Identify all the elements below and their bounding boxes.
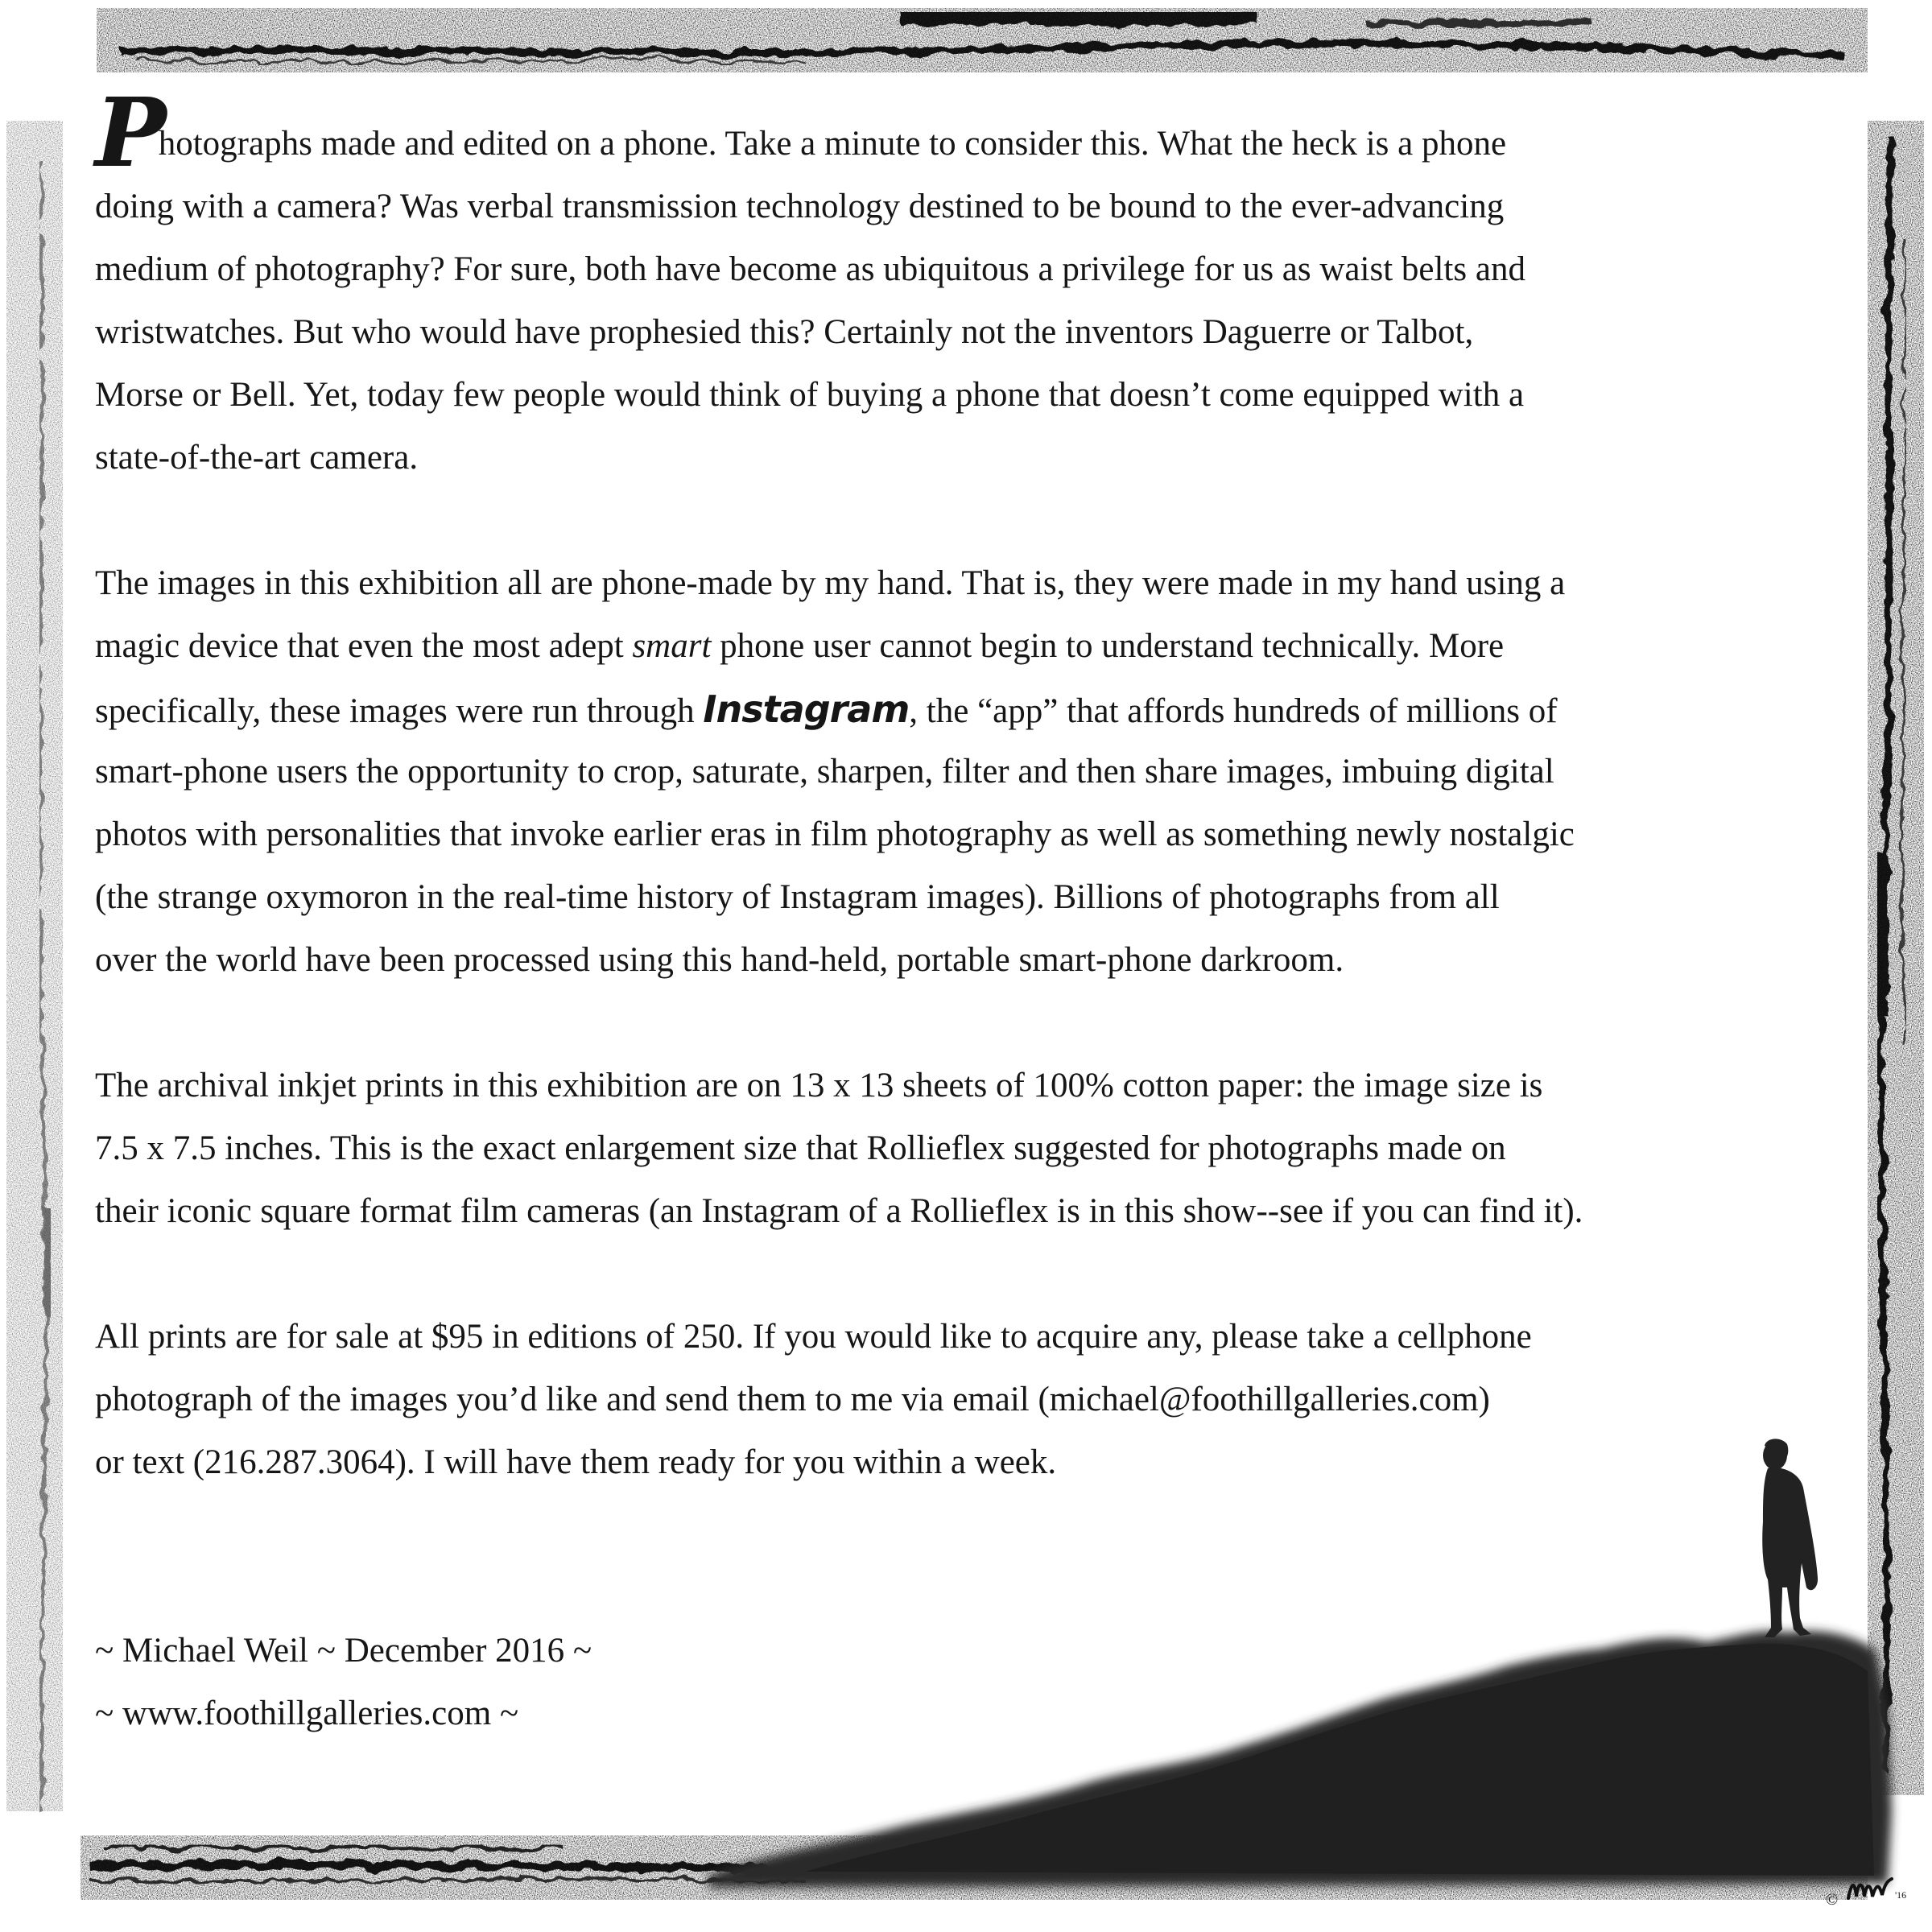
paragraph-1-line-5: Morse or Bell. Yet, today few people would think of buying a phone that doesn’t come equipped with a: [95, 376, 1525, 414]
copyright-symbol: ©: [1826, 1891, 1839, 1909]
paragraph-1-line-4: wristwatches. But who would have prophesied this? Certainly not the inventors Daguerre or Talbot,: [95, 313, 1474, 351]
paragraph-1-line-6: state-of-the-art camera.: [95, 439, 419, 477]
paragraph-2-line-2: magic device that even the most adept smart phone user cannot begin to understand technically. More: [95, 627, 1505, 665]
drop-cap-letter: P: [95, 76, 165, 188]
paragraph-2-line-1: The images in this exhibition all are phone-made by my hand. That is, they were made in my hand using a: [95, 564, 1566, 602]
artist-mark-year: '16: [1895, 1889, 1907, 1901]
paragraph-3-line-3: their iconic square format film cameras (an Instagram of a Rollieflex is in this show--see if you can find it).: [95, 1192, 1583, 1230]
paragraph-spacer: [95, 1557, 1850, 1620]
smart-emphasis: smart: [632, 627, 712, 665]
statement-text: [95, 76, 1850, 1745]
paragraph-2-line-5: photos with personalities that invoke earlier eras in film photography as well as something newly nostalgic: [95, 815, 1575, 853]
paragraph-2-line-7: over the world have been processed using this hand-held, portable smart-phone darkroom.: [95, 941, 1344, 979]
paragraph-4-line-1: All prints are for sale at $95 in editions of 250. If you would like to acquire any, please take a cellphone: [95, 1318, 1532, 1356]
instagram-wordmark: Instagram: [703, 687, 910, 731]
signature-line-website: ~ www.foothillgalleries.com ~: [95, 1695, 519, 1732]
paragraph-spacer: [95, 992, 1850, 1055]
paragraph-spacer: [95, 1494, 1850, 1557]
paragraph-1-line-3: medium of photography? For sure, both have become as ubiquitous a privilege for us as waist belts and: [95, 250, 1525, 288]
paragraph-3-line-2: 7.5 x 7.5 inches. This is the exact enlargement size that Rollieflex suggested for photographs made on: [95, 1129, 1506, 1167]
paragraph-spacer: [95, 489, 1850, 552]
paragraph-4-line-2: photograph of the images you’d like and send them to me via email (michael@foothillgalleries.com): [95, 1381, 1490, 1418]
paragraph-2-line-4: smart-phone users the opportunity to crop, saturate, sharpen, filter and then share images, imbuing digital: [95, 753, 1554, 791]
paragraph-2-line-3: specifically, these images were run through Instagram, the “app” that affords hundreds of millions of: [95, 687, 1558, 731]
artist-monogram-signature: [1843, 1874, 1916, 1906]
paragraph-spacer: [95, 1243, 1850, 1306]
paragraph-2-line-6: (the strange oxymoron in the real-time history of Instagram images). Billions of photographs from all: [95, 878, 1500, 916]
paragraph-4-line-3: or text (216.287.3064). I will have them ready for you within a week.: [95, 1443, 1057, 1481]
signature-line-name-date: ~ Michael Weil ~ December 2016 ~: [95, 1632, 592, 1670]
paragraph-1-line-1: Photographs made and edited on a phone. Take a minute to consider this. What the heck is a phone: [95, 76, 1507, 188]
paragraph-3-line-1: The archival inkjet prints in this exhibition are on 13 x 13 sheets of 100% cotton paper: the image size is: [95, 1067, 1543, 1104]
paragraph-1-line-2: doing with a camera? Was verbal transmission technology destined to be bound to the ever-advancing: [95, 188, 1505, 225]
